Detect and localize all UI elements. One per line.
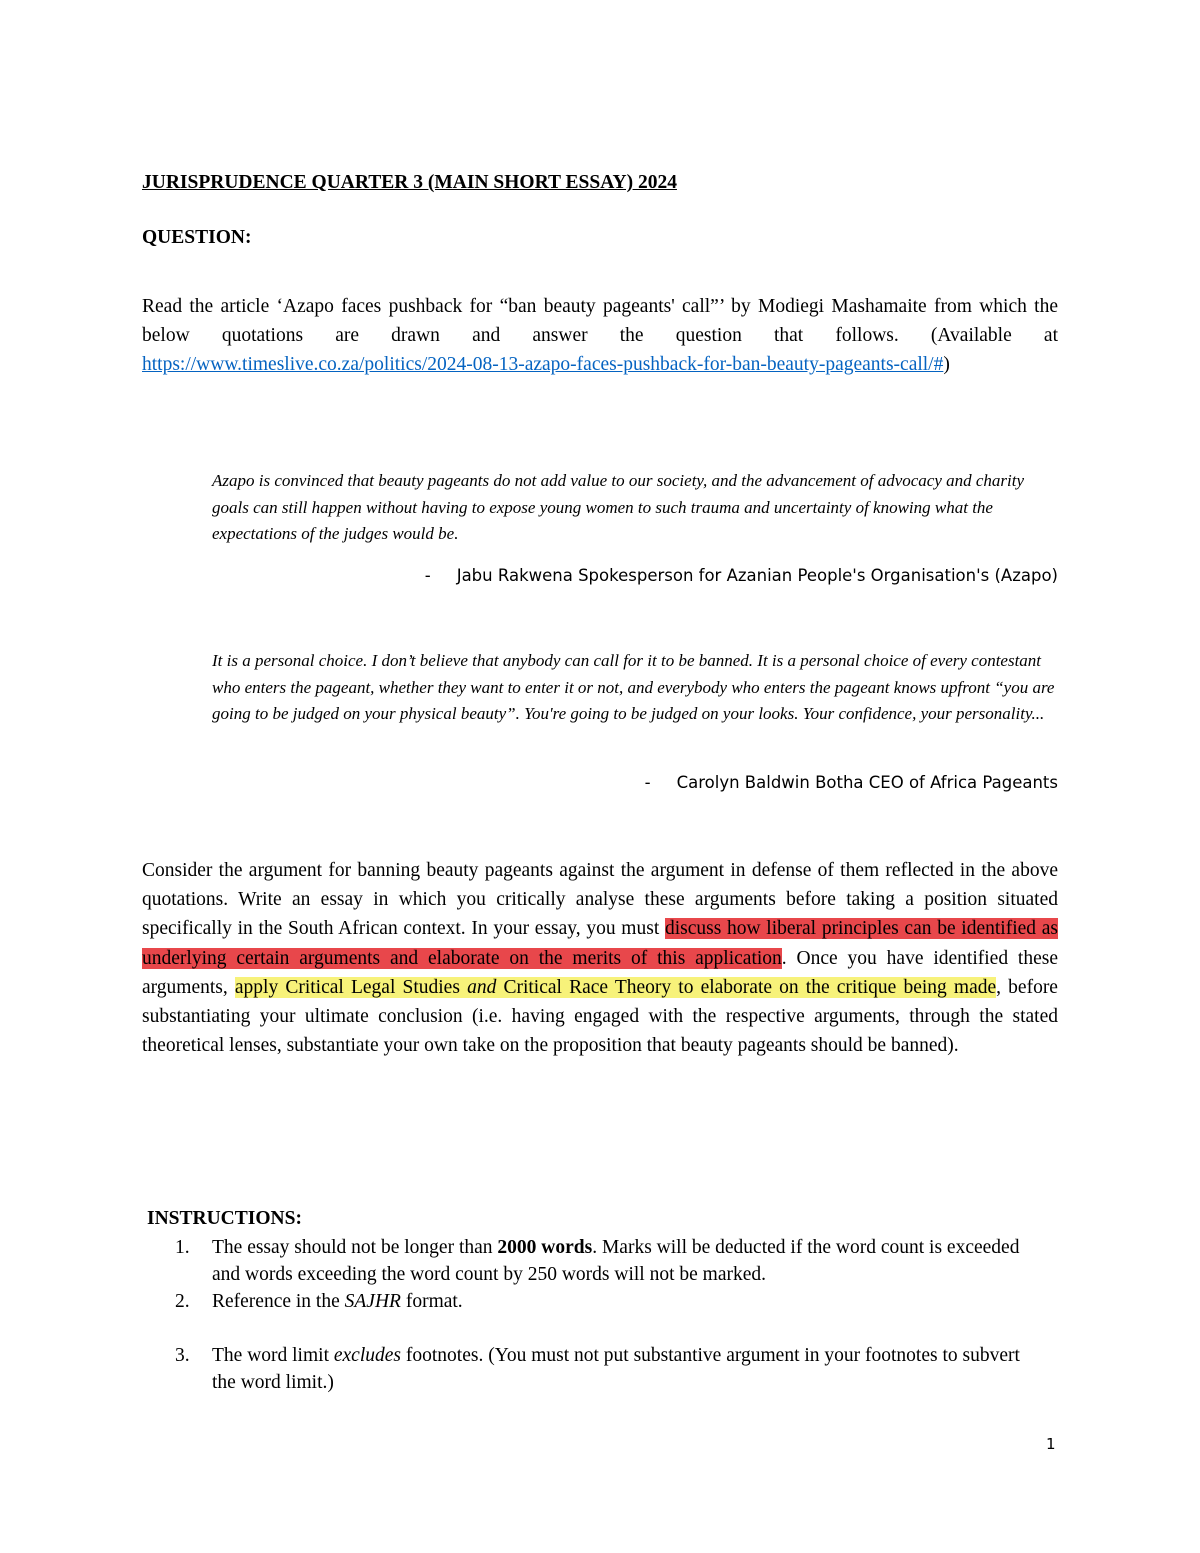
word-limit: 2000 words: [497, 1237, 593, 1258]
instruction-number: 2.: [175, 1291, 190, 1312]
attribution-africa-pageants: [645, 773, 1058, 792]
quote-africa-pageants: It is a personal choice. I don’t believe that anybody can call for it to be banned. It is a personal choice of every contestant who enters the pageant, whether they want to enter it or not, and everybody who enters the pageant knows upfront “you are going to be judged on your physical beauty”. You're going to be judged on your looks. Your confidence, your personality...: [212, 651, 1055, 723]
quote-azapo: Azapo is convinced that beauty pageants do not add value to our society, and the advancement of advocacy and charity goals can still happen without having to expose young women to such trauma and uncertainty of knowing what the expectations of the judges would be.: [212, 471, 1025, 543]
instructions-list: [142, 1234, 1022, 1396]
instruction-text: The word limit: [212, 1345, 334, 1366]
question-heading: QUESTION:: [142, 227, 252, 248]
attribution-text: Jabu Rakwena Spokesperson for Azanian People's Organisation's (Azapo): [456, 566, 1058, 585]
reference-format: SAJHR: [344, 1291, 401, 1312]
intro-text-end: ): [943, 354, 950, 375]
instruction-item: [142, 1288, 1022, 1315]
instruction-emphasis: excludes: [333, 1345, 401, 1366]
yellow-highlight: [235, 977, 996, 998]
yellow-highlight-text: Critical Race Theory to elaborate on the critique being made: [496, 976, 997, 998]
intro-text: Read the article ‘Azapo faces pushback for “ban beauty pageants' call”’ by Modiegi Mashamaite from which the below quotations are drawn and answer the question that follows. (Available at: [142, 296, 1058, 346]
task-text: , before substantiating your ultimate conclusion (i.e. having engaged with the respective arguments, through the stated theoretical lenses, substantiate your own take on the proposition that beauty pageants should be banned).: [142, 976, 1058, 1057]
attribution-text: Carolyn Baldwin Botha CEO of Africa Pageants: [676, 773, 1058, 792]
red-highlight: discuss how liberal principles can be identified as underlying certain arguments and elaborate on the merits of this application: [142, 918, 1058, 969]
instruction-text: format.: [400, 1291, 463, 1312]
yellow-highlight-emphasis: and: [467, 976, 497, 998]
instruction-item: [142, 1234, 1022, 1288]
instruction-number: 3.: [175, 1345, 190, 1366]
instructions-heading: INSTRUCTIONS:: [147, 1208, 302, 1229]
instruction-number: 1.: [175, 1237, 190, 1258]
instruction-text: The essay should not be longer than: [212, 1237, 498, 1258]
attribution-dash: -: [424, 566, 431, 585]
task-text: Consider the argument for banning beauty pageants against the argument in defense of them reflected in the above quotations. Write an essay in which you critically analyse these arguments before taking a position situated specifically in the South African context. In your essay, you must: [142, 860, 1058, 940]
attribution-dash: -: [644, 773, 651, 792]
task-text: . Once you have identified these arguments,: [142, 947, 1058, 998]
page-number: 1: [1046, 1435, 1056, 1453]
yellow-highlight-text: apply Critical Legal Studies: [234, 976, 468, 998]
instruction-item: [142, 1342, 1022, 1396]
article-link[interactable]: https://www.timeslive.co.za/politics/2024-08-13-azapo-faces-pushback-for-ban-beauty-pageants-call/#: [142, 354, 944, 375]
instruction-text: . Marks will be deducted if the word count is exceeded and words exceeding the word count by 250 words will not be marked.: [212, 1237, 1020, 1285]
attribution-azapo: [425, 566, 1058, 585]
instruction-text: footnotes. (You must not put substantive argument in your footnotes to subvert the word limit.): [212, 1345, 1020, 1393]
document-title: JURISPRUDENCE QUARTER 3 (MAIN SHORT ESSAY) 2024: [142, 172, 677, 193]
task-paragraph: [142, 856, 1058, 1060]
intro-paragraph: [142, 292, 1058, 379]
instruction-text: Reference in the: [212, 1291, 345, 1312]
